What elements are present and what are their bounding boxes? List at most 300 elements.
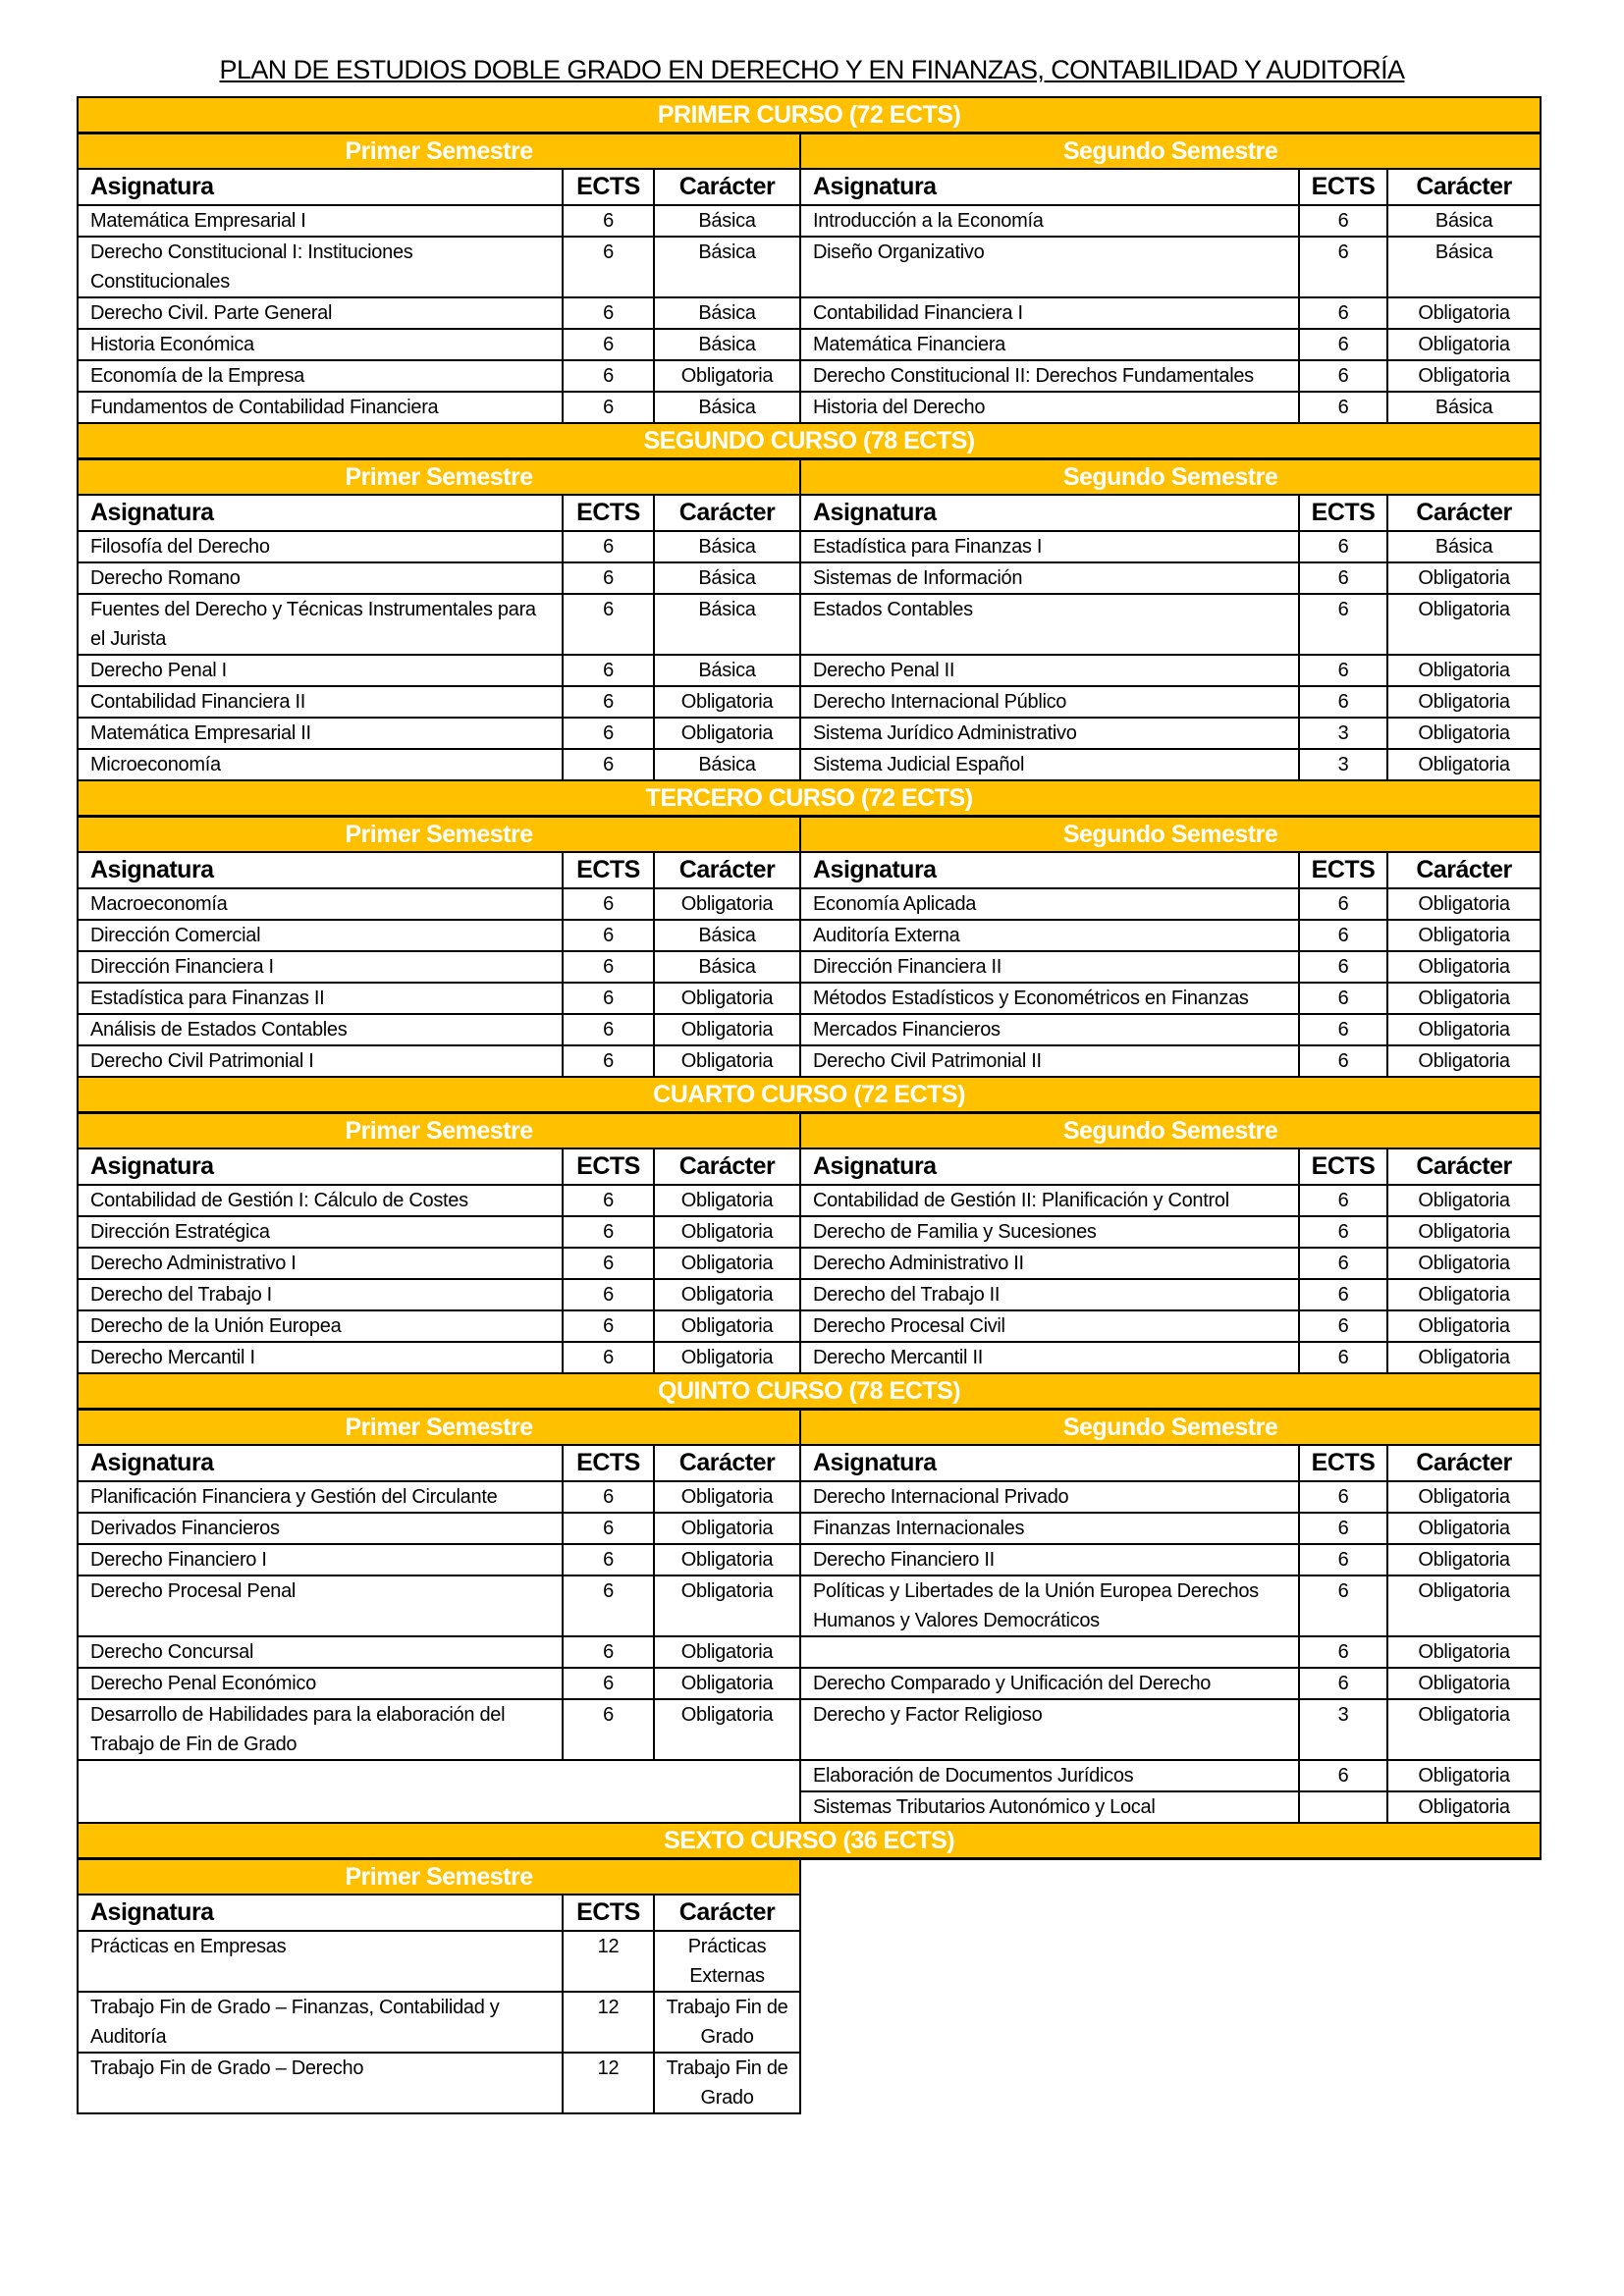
header-subject: Asignatura bbox=[800, 852, 1299, 888]
subject-ects: 6 bbox=[1299, 983, 1387, 1014]
subject-name: Economía Aplicada bbox=[800, 888, 1299, 920]
subject-ects: 6 bbox=[563, 329, 654, 360]
subject-name: Auditoría Externa bbox=[800, 920, 1299, 951]
subject-ects: 6 bbox=[1299, 1481, 1387, 1513]
header-type: Carácter bbox=[1387, 1445, 1541, 1481]
subject-name: Dirección Comercial bbox=[78, 920, 563, 951]
subject-ects: 6 bbox=[563, 1636, 654, 1668]
subject-ects: 3 bbox=[1299, 749, 1387, 780]
subject-type: Obligatoria bbox=[1387, 1699, 1541, 1760]
subject-name: Derecho Romano bbox=[78, 562, 563, 594]
subject-type: Obligatoria bbox=[654, 1481, 800, 1513]
subject-ects: 6 bbox=[563, 531, 654, 562]
subject-name: Derecho Mercantil II bbox=[800, 1342, 1299, 1373]
subject-ects: 6 bbox=[1299, 392, 1387, 423]
subject-type: Obligatoria bbox=[1387, 1045, 1541, 1077]
header-ects: ECTS bbox=[563, 1148, 654, 1185]
subject-name: Trabajo Fin de Grado – Derecho bbox=[78, 2053, 563, 2113]
subject-type: Obligatoria bbox=[1387, 951, 1541, 983]
empty-cell bbox=[800, 2053, 1541, 2113]
subject-type: Obligatoria bbox=[654, 1216, 800, 1248]
semester-second: Segundo Semestre bbox=[800, 1410, 1541, 1446]
subject-ects: 6 bbox=[1299, 297, 1387, 329]
subject-type: Obligatoria bbox=[654, 1310, 800, 1342]
header-subject: Asignatura bbox=[800, 169, 1299, 205]
table-row bbox=[78, 1310, 1541, 1342]
subject-ects: 6 bbox=[563, 1481, 654, 1513]
subject-type: Básica bbox=[654, 594, 800, 655]
subject-ects: 6 bbox=[563, 655, 654, 686]
subject-type: Obligatoria bbox=[654, 888, 800, 920]
subject-type: Básica bbox=[654, 562, 800, 594]
subject-ects: 6 bbox=[563, 749, 654, 780]
subject-ects: 6 bbox=[563, 297, 654, 329]
subject-ects: 6 bbox=[1299, 1513, 1387, 1544]
course-title: SEXTO CURSO (36 ECTS) bbox=[78, 1823, 1541, 1859]
semester-header bbox=[78, 133, 1541, 170]
header-type: Carácter bbox=[1387, 495, 1541, 531]
subject-type: Obligatoria bbox=[1387, 655, 1541, 686]
subject-name: Estadística para Finanzas II bbox=[78, 983, 563, 1014]
subject-name: Políticas y Libertades de la Unión Europea Derechos Humanos y Valores Democráticos bbox=[800, 1575, 1299, 1636]
table-row bbox=[78, 237, 1541, 297]
subject-name: Filosofía del Derecho bbox=[78, 531, 563, 562]
table-row bbox=[78, 1575, 1541, 1636]
subject-type: Básica bbox=[1387, 531, 1541, 562]
subject-ects: 6 bbox=[1299, 1544, 1387, 1575]
subject-name: Derecho del Trabajo II bbox=[800, 1279, 1299, 1310]
table-row bbox=[78, 655, 1541, 686]
subject-name: Sistema Jurídico Administrativo bbox=[800, 718, 1299, 749]
subject-ects: 6 bbox=[1299, 1668, 1387, 1699]
course-title: PRIMER CURSO (72 ECTS) bbox=[78, 97, 1541, 133]
table-row bbox=[78, 531, 1541, 562]
subject-ects: 6 bbox=[563, 983, 654, 1014]
subject-type: Básica bbox=[1387, 392, 1541, 423]
course-header bbox=[78, 1373, 1541, 1410]
subject-type: Básica bbox=[654, 205, 800, 237]
subject-name: Métodos Estadísticos y Econométricos en Finanzas bbox=[800, 983, 1299, 1014]
column-header-row bbox=[78, 1148, 1541, 1185]
subject-name: Contabilidad de Gestión II: Planificación y Control bbox=[800, 1185, 1299, 1216]
subject-type: Obligatoria bbox=[1387, 1185, 1541, 1216]
subject-type: Obligatoria bbox=[654, 1544, 800, 1575]
subject-ects: 6 bbox=[563, 1310, 654, 1342]
subject-name: Derecho del Trabajo I bbox=[78, 1279, 563, 1310]
subject-ects: 6 bbox=[563, 237, 654, 297]
subject-name: Matemática Empresarial I bbox=[78, 205, 563, 237]
header-type: Carácter bbox=[1387, 169, 1541, 205]
header-subject: Asignatura bbox=[78, 1148, 563, 1185]
subject-type: Obligatoria bbox=[1387, 686, 1541, 718]
course-header bbox=[78, 1823, 1541, 1859]
subject-ects: 6 bbox=[1299, 562, 1387, 594]
subject-type: Básica bbox=[1387, 237, 1541, 297]
subject-type: Obligatoria bbox=[654, 360, 800, 392]
subject-name: Estadística para Finanzas I bbox=[800, 531, 1299, 562]
subject-ects: 6 bbox=[563, 1216, 654, 1248]
header-type: Carácter bbox=[654, 852, 800, 888]
column-header-row bbox=[78, 852, 1541, 888]
subject-name: Fundamentos de Contabilidad Financiera bbox=[78, 392, 563, 423]
table-row bbox=[78, 360, 1541, 392]
semester-first: Primer Semestre bbox=[78, 817, 800, 853]
subject-type: Obligatoria bbox=[1387, 594, 1541, 655]
subject-ects: 6 bbox=[563, 562, 654, 594]
subject-type: Obligatoria bbox=[1387, 1636, 1541, 1668]
subject-name: Derecho de la Unión Europea bbox=[78, 1310, 563, 1342]
subject-name: Economía de la Empresa bbox=[78, 360, 563, 392]
header-ects: ECTS bbox=[563, 852, 654, 888]
semester-header bbox=[78, 459, 1541, 496]
subject-ects: 6 bbox=[563, 594, 654, 655]
header-subject: Asignatura bbox=[800, 1445, 1299, 1481]
subject-name: Sistemas Tributarios Autonómico y Local bbox=[800, 1791, 1299, 1823]
subject-name: Derecho Civil. Parte General bbox=[78, 297, 563, 329]
table-row bbox=[78, 1279, 1541, 1310]
subject-type: Obligatoria bbox=[654, 983, 800, 1014]
column-header-row bbox=[78, 169, 1541, 205]
header-ects: ECTS bbox=[1299, 495, 1387, 531]
subject-type: Obligatoria bbox=[1387, 1760, 1541, 1791]
subject-ects: 6 bbox=[563, 1248, 654, 1279]
subject-name: Derecho Mercantil I bbox=[78, 1342, 563, 1373]
header-type: Carácter bbox=[654, 1895, 800, 1931]
table-row bbox=[78, 1636, 1541, 1668]
subject-name: Matemática Empresarial II bbox=[78, 718, 563, 749]
subject-ects: 6 bbox=[563, 1279, 654, 1310]
subject-name: Derecho y Factor Religioso bbox=[800, 1699, 1299, 1760]
subject-name: Mercados Financieros bbox=[800, 1014, 1299, 1045]
subject-ects: 6 bbox=[563, 360, 654, 392]
subject-ects: 6 bbox=[1299, 1185, 1387, 1216]
header-type: Carácter bbox=[1387, 852, 1541, 888]
subject-ects: 6 bbox=[563, 920, 654, 951]
header-subject: Asignatura bbox=[78, 169, 563, 205]
header-ects: ECTS bbox=[1299, 1148, 1387, 1185]
subject-type: Obligatoria bbox=[1387, 1216, 1541, 1248]
header-subject: Asignatura bbox=[78, 495, 563, 531]
subject-type: Obligatoria bbox=[1387, 920, 1541, 951]
table-row bbox=[78, 749, 1541, 780]
subject-type: Obligatoria bbox=[654, 1185, 800, 1216]
semester-second: Segundo Semestre bbox=[800, 817, 1541, 853]
subject-name: Derecho Penal Económico bbox=[78, 1668, 563, 1699]
subject-ects: 6 bbox=[1299, 531, 1387, 562]
subject-name: Derecho Constitucional I: Instituciones Constitucionales bbox=[78, 237, 563, 297]
header-ects: ECTS bbox=[1299, 852, 1387, 888]
subject-ects: 6 bbox=[1299, 1636, 1387, 1668]
subject-name: Dirección Financiera I bbox=[78, 951, 563, 983]
table-row bbox=[78, 297, 1541, 329]
header-type: Carácter bbox=[654, 495, 800, 531]
semester-second: Segundo Semestre bbox=[800, 133, 1541, 170]
table-row bbox=[78, 205, 1541, 237]
subject-type: Básica bbox=[654, 297, 800, 329]
table-row bbox=[78, 329, 1541, 360]
subject-ects: 6 bbox=[1299, 655, 1387, 686]
header-subject: Asignatura bbox=[800, 1148, 1299, 1185]
subject-type: Básica bbox=[654, 392, 800, 423]
table-row bbox=[78, 1342, 1541, 1373]
subject-name: Sistemas de Información bbox=[800, 562, 1299, 594]
subject-type: Obligatoria bbox=[1387, 1544, 1541, 1575]
header-subject: Asignatura bbox=[800, 495, 1299, 531]
subject-name: Derecho Civil Patrimonial II bbox=[800, 1045, 1299, 1077]
subject-ects: 6 bbox=[1299, 1760, 1387, 1791]
subject-name: Trabajo Fin de Grado – Finanzas, Contabilidad y Auditoría bbox=[78, 1992, 563, 2053]
semester-first: Primer Semestre bbox=[78, 133, 800, 170]
subject-name: Introducción a la Economía bbox=[800, 205, 1299, 237]
header-ects: ECTS bbox=[563, 1445, 654, 1481]
subject-name: Matemática Financiera bbox=[800, 329, 1299, 360]
table-row bbox=[78, 983, 1541, 1014]
subject-name: Elaboración de Documentos Jurídicos bbox=[800, 1760, 1299, 1791]
subject-type: Básica bbox=[654, 920, 800, 951]
subject-ects: 6 bbox=[1299, 1248, 1387, 1279]
empty-cell bbox=[800, 1859, 1541, 1896]
subject-type: Obligatoria bbox=[654, 1513, 800, 1544]
subject-type: Obligatoria bbox=[1387, 1668, 1541, 1699]
subject-type: Obligatoria bbox=[1387, 983, 1541, 1014]
subject-name: Prácticas en Empresas bbox=[78, 1931, 563, 1992]
subject-ects: 6 bbox=[563, 1185, 654, 1216]
subject-type: Obligatoria bbox=[1387, 1248, 1541, 1279]
table-row bbox=[78, 1760, 1541, 1791]
table-row bbox=[78, 1216, 1541, 1248]
subject-type: Obligatoria bbox=[1387, 360, 1541, 392]
subject-ects: 6 bbox=[1299, 1014, 1387, 1045]
header-subject: Asignatura bbox=[78, 1445, 563, 1481]
subject-name: Contabilidad de Gestión I: Cálculo de Costes bbox=[78, 1185, 563, 1216]
header-type: Carácter bbox=[654, 169, 800, 205]
subject-name: Historia del Derecho bbox=[800, 392, 1299, 423]
subject-type: Obligatoria bbox=[1387, 1481, 1541, 1513]
course-title: CUARTO CURSO (72 ECTS) bbox=[78, 1077, 1541, 1113]
subject-ects: 6 bbox=[563, 951, 654, 983]
subject-name: Análisis de Estados Contables bbox=[78, 1014, 563, 1045]
subject-ects: 12 bbox=[563, 1931, 654, 1992]
subject-name: Dirección Estratégica bbox=[78, 1216, 563, 1248]
subject-ects: 3 bbox=[1299, 1699, 1387, 1760]
subject-name: Derecho Procesal Penal bbox=[78, 1575, 563, 1636]
subject-name: Derecho Administrativo II bbox=[800, 1248, 1299, 1279]
subject-name: Dirección Financiera II bbox=[800, 951, 1299, 983]
subject-name: Estados Contables bbox=[800, 594, 1299, 655]
subject-ects: 6 bbox=[563, 1668, 654, 1699]
subject-type: Básica bbox=[654, 329, 800, 360]
subject-ects: 6 bbox=[563, 1045, 654, 1077]
subject-ects: 6 bbox=[563, 1014, 654, 1045]
subject-type: Trabajo Fin de Grado bbox=[654, 1992, 800, 2053]
table-row bbox=[78, 562, 1541, 594]
course-title: QUINTO CURSO (78 ECTS) bbox=[78, 1373, 1541, 1410]
subject-ects: 6 bbox=[1299, 1045, 1387, 1077]
subject-name: Derecho Constitucional II: Derechos Fundamentales bbox=[800, 360, 1299, 392]
subject-type: Obligatoria bbox=[1387, 297, 1541, 329]
subject-type: Obligatoria bbox=[1387, 718, 1541, 749]
column-header-row bbox=[78, 1445, 1541, 1481]
table-row bbox=[78, 594, 1541, 655]
header-ects: ECTS bbox=[563, 1895, 654, 1931]
course-title: SEGUNDO CURSO (78 ECTS) bbox=[78, 423, 1541, 459]
table-row bbox=[78, 1045, 1541, 1077]
empty-cell bbox=[78, 1760, 800, 1823]
subject-type: Obligatoria bbox=[1387, 329, 1541, 360]
semester-first: Primer Semestre bbox=[78, 1113, 800, 1149]
table-row bbox=[78, 2053, 1541, 2113]
subject-ects: 6 bbox=[1299, 329, 1387, 360]
subject-name: Contabilidad Financiera I bbox=[800, 297, 1299, 329]
subject-name: Derecho Penal I bbox=[78, 655, 563, 686]
subject-name: Derecho Financiero I bbox=[78, 1544, 563, 1575]
subject-type: Obligatoria bbox=[654, 718, 800, 749]
subject-type: Obligatoria bbox=[654, 686, 800, 718]
subject-type: Obligatoria bbox=[654, 1668, 800, 1699]
header-ects: ECTS bbox=[563, 169, 654, 205]
document-title: PLAN DE ESTUDIOS DOBLE GRADO EN DERECHO Y EN FINANZAS, CONTABILIDAD Y AUDITORÍA bbox=[219, 55, 1405, 84]
subject-name: Diseño Organizativo bbox=[800, 237, 1299, 297]
subject-type: Obligatoria bbox=[1387, 1575, 1541, 1636]
semester-header bbox=[78, 1410, 1541, 1446]
course-header bbox=[78, 97, 1541, 133]
subject-name: Derecho Penal II bbox=[800, 655, 1299, 686]
header-type: Carácter bbox=[1387, 1148, 1541, 1185]
course-header bbox=[78, 1077, 1541, 1113]
header-type: Carácter bbox=[654, 1445, 800, 1481]
subject-type: Obligatoria bbox=[654, 1575, 800, 1636]
subject-ects: 6 bbox=[563, 1513, 654, 1544]
column-header-row bbox=[78, 495, 1541, 531]
table-row bbox=[78, 1699, 1541, 1760]
subject-ects: 12 bbox=[563, 2053, 654, 2113]
semester-header bbox=[78, 817, 1541, 853]
subject-ects: 6 bbox=[563, 1544, 654, 1575]
table-row bbox=[78, 951, 1541, 983]
table-row bbox=[78, 1248, 1541, 1279]
subject-name: Planificación Financiera y Gestión del Circulante bbox=[78, 1481, 563, 1513]
subject-name: Derecho de Familia y Sucesiones bbox=[800, 1216, 1299, 1248]
subject-type: Obligatoria bbox=[654, 1248, 800, 1279]
subject-name: Macroeconomía bbox=[78, 888, 563, 920]
subject-type: Prácticas Externas bbox=[654, 1931, 800, 1992]
header-ects: ECTS bbox=[563, 495, 654, 531]
course-header bbox=[78, 423, 1541, 459]
semester-first: Primer Semestre bbox=[78, 459, 800, 496]
table-row bbox=[78, 686, 1541, 718]
subject-ects: 6 bbox=[563, 1575, 654, 1636]
subject-type: Obligatoria bbox=[1387, 1279, 1541, 1310]
subject-name: Desarrollo de Habilidades para la elaboración del Trabajo de Fin de Grado bbox=[78, 1699, 563, 1760]
header-subject: Asignatura bbox=[78, 1895, 563, 1931]
header-ects: ECTS bbox=[1299, 1445, 1387, 1481]
subject-name: Microeconomía bbox=[78, 749, 563, 780]
subject-ects: 6 bbox=[1299, 1310, 1387, 1342]
subject-ects: 6 bbox=[1299, 1279, 1387, 1310]
table-row bbox=[78, 1014, 1541, 1045]
header-type: Carácter bbox=[654, 1148, 800, 1185]
subject-name: Derecho Comparado y Unificación del Derecho bbox=[800, 1668, 1299, 1699]
table-row bbox=[78, 1668, 1541, 1699]
header-ects: ECTS bbox=[1299, 169, 1387, 205]
subject-ects: 6 bbox=[563, 1699, 654, 1760]
subject-name: Finanzas Internacionales bbox=[800, 1513, 1299, 1544]
table-row bbox=[78, 718, 1541, 749]
table-row bbox=[78, 1931, 1541, 1992]
subject-type: Obligatoria bbox=[654, 1636, 800, 1668]
semester-second: Segundo Semestre bbox=[800, 1113, 1541, 1149]
subject-type: Obligatoria bbox=[1387, 1342, 1541, 1373]
table-row bbox=[78, 920, 1541, 951]
subject-ects: 6 bbox=[1299, 920, 1387, 951]
subject-type: Obligatoria bbox=[1387, 749, 1541, 780]
subject-type: Obligatoria bbox=[1387, 1014, 1541, 1045]
subject-type: Básica bbox=[654, 531, 800, 562]
semester-first: Primer Semestre bbox=[78, 1410, 800, 1446]
semester-header bbox=[78, 1113, 1541, 1149]
semester-second: Segundo Semestre bbox=[800, 459, 1541, 496]
subject-type: Básica bbox=[654, 749, 800, 780]
subject-type: Obligatoria bbox=[654, 1699, 800, 1760]
subject-name: Sistema Judicial Español bbox=[800, 749, 1299, 780]
subject-ects: 6 bbox=[1299, 888, 1387, 920]
semester-first: Primer Semestre bbox=[78, 1859, 800, 1896]
subject-ects: 12 bbox=[563, 1992, 654, 2053]
table-row bbox=[78, 392, 1541, 423]
subject-name: Derivados Financieros bbox=[78, 1513, 563, 1544]
empty-cell bbox=[800, 1931, 1541, 1992]
subject-type: Básica bbox=[654, 237, 800, 297]
course-header bbox=[78, 780, 1541, 817]
subject-name: Derecho Financiero II bbox=[800, 1544, 1299, 1575]
subject-ects: 6 bbox=[563, 392, 654, 423]
subject-name: Contabilidad Financiera II bbox=[78, 686, 563, 718]
table-row bbox=[78, 1992, 1541, 2053]
subject-ects: 6 bbox=[1299, 1216, 1387, 1248]
subject-name: Fuentes del Derecho y Técnicas Instrumentales para el Jurista bbox=[78, 594, 563, 655]
subject-name: Derecho Internacional Público bbox=[800, 686, 1299, 718]
subject-ects: 6 bbox=[1299, 1342, 1387, 1373]
subject-ects: 6 bbox=[563, 686, 654, 718]
empty-cell bbox=[800, 1895, 1541, 1931]
subject-type: Trabajo Fin de Grado bbox=[654, 2053, 800, 2113]
subject-ects: 6 bbox=[1299, 951, 1387, 983]
subject-ects: 6 bbox=[563, 1342, 654, 1373]
subject-type: Obligatoria bbox=[654, 1014, 800, 1045]
subject-type: Obligatoria bbox=[1387, 1310, 1541, 1342]
subject-type: Básica bbox=[654, 655, 800, 686]
subject-name: Historia Económica bbox=[78, 329, 563, 360]
empty-cell bbox=[800, 1992, 1541, 2053]
semester-header bbox=[78, 1859, 1541, 1896]
table-row bbox=[78, 1544, 1541, 1575]
table-row bbox=[78, 888, 1541, 920]
subject-type: Obligatoria bbox=[654, 1045, 800, 1077]
subject-ects: 6 bbox=[1299, 360, 1387, 392]
table-row bbox=[78, 1185, 1541, 1216]
subject-ects bbox=[1299, 1791, 1387, 1823]
subject-ects: 3 bbox=[1299, 718, 1387, 749]
subject-type: Básica bbox=[654, 951, 800, 983]
subject-type: Obligatoria bbox=[654, 1342, 800, 1373]
subject-type: Básica bbox=[1387, 205, 1541, 237]
subject-name: Derecho Concursal bbox=[78, 1636, 563, 1668]
column-header-row bbox=[78, 1895, 1541, 1931]
table-row bbox=[78, 1513, 1541, 1544]
subject-name bbox=[800, 1636, 1299, 1668]
subject-ects: 6 bbox=[1299, 205, 1387, 237]
header-subject: Asignatura bbox=[78, 852, 563, 888]
